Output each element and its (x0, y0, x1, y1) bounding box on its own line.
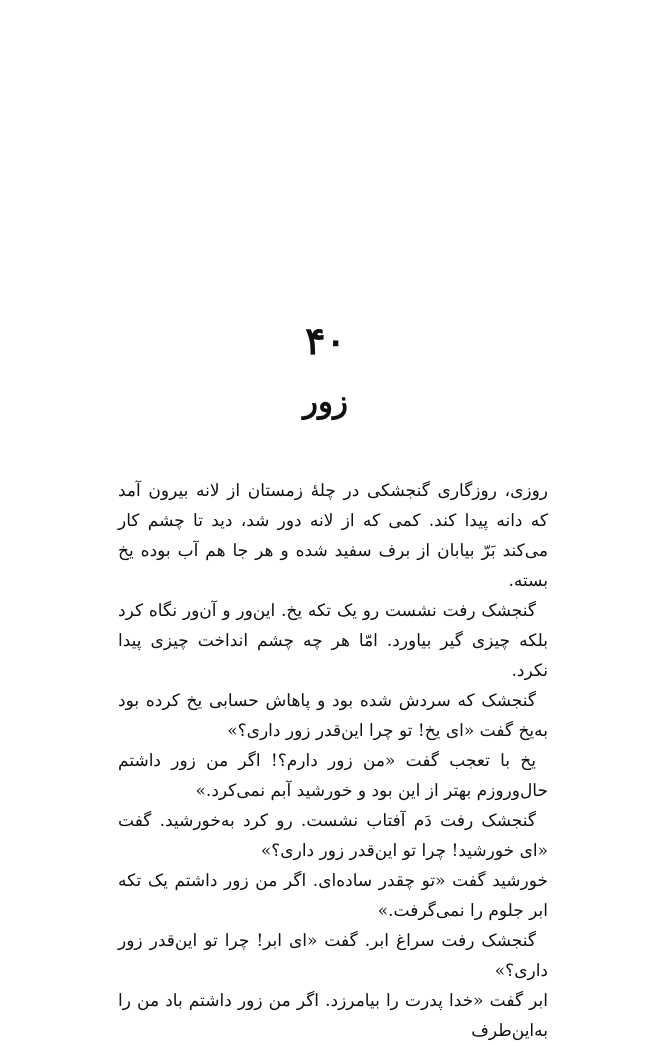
chapter-title: زور (303, 384, 348, 420)
paragraph: گنجشک رفت دَم آفتاب نشست. رو کرد به‌خورشید. گفت «ای خورشید! چرا تو این‌قدر زور داری؟» (118, 811, 548, 861)
paragraph: گنجشک رفت نشست رو یک تکه یخ. این‌ور و آن‌ور نگاه کرد بلکه چیزی گیر بیاورد. امّا هر چه چشم انداخت چیزی پیدا نکرد. (118, 601, 548, 681)
paragraph: گنجشک رفت سراغ ابر. گفت «ای ابر! چرا تو این‌قدر زور داری؟» (118, 931, 548, 981)
paragraph: یخ با تعجب گفت «من زور دارم؟! اگر من زور داشتم حال‌وروزم بهتر از این بود و خورشید آبم نمی‌کرد.» (118, 751, 548, 801)
story-text (118, 476, 548, 1046)
paragraph: ابر گفت «خدا پدرت را بیامرزد. اگر من زور داشتم باد من را به‌این‌طرف (118, 991, 548, 1041)
chapter-number: ۴۰ (305, 318, 346, 363)
paragraph: گنجشک که سردش شده بود و پاهاش حسابی یخ کرده بود به‌یخ گفت «ای یخ! تو چرا این‌قدر زور داری؟» (118, 691, 548, 741)
paragraph: خورشید گفت «تو چقدر ساده‌ای. اگر من زور داشتم یک تکه ابر جلوم را نمی‌گرفت.» (118, 871, 548, 921)
paragraph: روزی، روزگاری گنجشکی در چلهٔ زمستان از لانه بیرون آمد که دانه پیدا کند. کمی که از لانه دور شد، دید تا چشم کار می‌کند بَرّ بیابان از برف سفید شده و هر جا هم آب بوده یخ بسته. (118, 481, 548, 591)
